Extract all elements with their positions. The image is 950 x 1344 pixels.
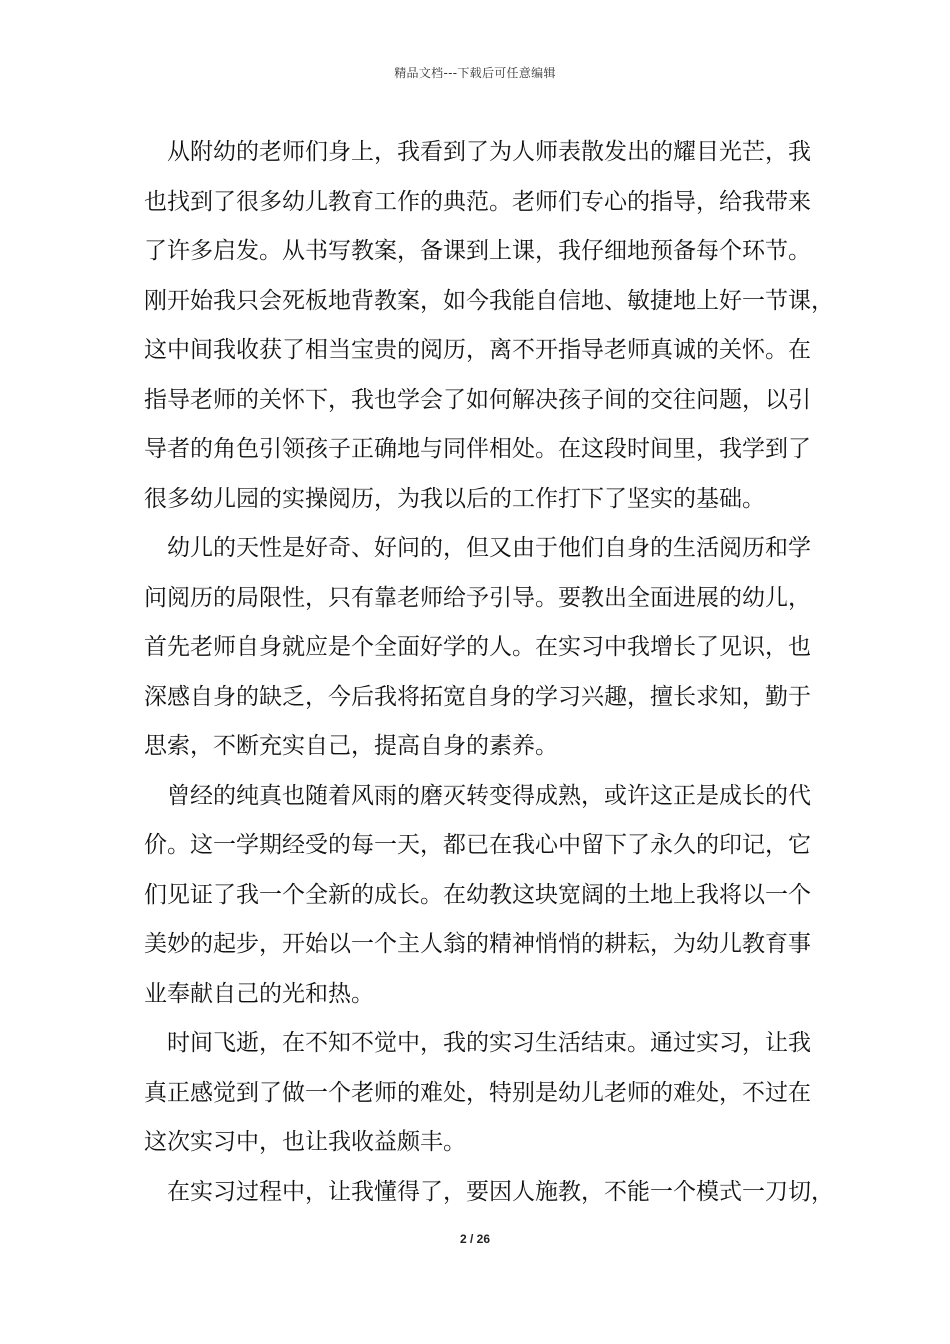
text-line: 刚开始我只会死板地背教案，如今我能自信地、敏捷地上好一节课， <box>144 287 834 314</box>
paragraph-1 <box>144 128 834 524</box>
text-line: 问阅历的局限性，只有靠老师给予引导。要教出全面进展的幼儿， <box>144 584 811 611</box>
text-line: 业奉献自己的光和热。 <box>144 980 374 1007</box>
text-line: 思索，不断充实自己，提高自身的素养。 <box>144 733 558 759</box>
text-line: 曾经的纯真也随着风雨的磨灭转变得成熟，或许这正是成长的代 <box>167 782 811 809</box>
text-line: 幼儿的天性是好奇、好问的，但又由于他们自身的生活阅历和学 <box>167 535 811 561</box>
text-line: 导者的角色引领孩子正确地与同伴相处。在这段时间里，我学到了 <box>144 436 811 462</box>
text-line: 很多幼儿园的实操阅历，为我以后的工作打下了坚实的基础。 <box>144 485 765 512</box>
text-line: 时间飞逝，在不知不觉中，我的实习生活结束。通过实习，让我 <box>167 1030 811 1056</box>
text-line: 价。这一学期经受的每一天，都已在我心中留下了永久的印记，它 <box>144 832 811 858</box>
paragraph-5 <box>144 1168 834 1218</box>
header-note: 精品文档---下载后可任意编辑 <box>394 66 556 80</box>
text-line: 在实习过程中，让我懂得了，要因人施教，不能一个模式一刀切， <box>167 1178 834 1205</box>
text-line: 指导老师的关怀下，我也学会了如何解决孩子间的交往问题，以引 <box>144 386 811 413</box>
text-line: 这中间我收获了相当宝贵的阅历，离不开指导老师真诚的关怀。在 <box>144 337 811 363</box>
text-line: 了许多启发。从书写教案，备课到上课，我仔细地预备每个环节。 <box>144 238 811 264</box>
text-line: 也找到了很多幼儿教育工作的典范。老师们专心的指导，给我带来 <box>144 188 811 215</box>
paragraph-3 <box>144 772 824 1020</box>
paragraph-4 <box>144 1019 824 1168</box>
text-line: 首先老师自身就应是个全面好学的人。在实习中我增长了见识，也 <box>144 634 811 660</box>
paragraph-2 <box>144 524 824 772</box>
text-line: 们见证了我一个全新的成长。在幼教这块宽阔的土地上我将以一个 <box>144 881 811 908</box>
text-line: 深感自身的缺乏，今后我将拓宽自身的学习兴趣，擅长求知，勤于 <box>144 683 811 710</box>
text-line: 美妙的起步，开始以一个主人翁的精神悄悄的耕耘，为幼儿教育事 <box>144 931 811 957</box>
body-text <box>144 128 834 1217</box>
text-line: 从附幼的老师们身上，我看到了为人师表散发出的耀目光芒，我 <box>167 139 811 165</box>
text-line: 这次实习中，也让我收益颇丰。 <box>144 1129 466 1155</box>
page-number: 2 / 26 <box>459 1232 491 1246</box>
text-line: 真正感觉到了做一个老师的难处，特别是幼儿老师的难处，不过在 <box>144 1079 811 1106</box>
